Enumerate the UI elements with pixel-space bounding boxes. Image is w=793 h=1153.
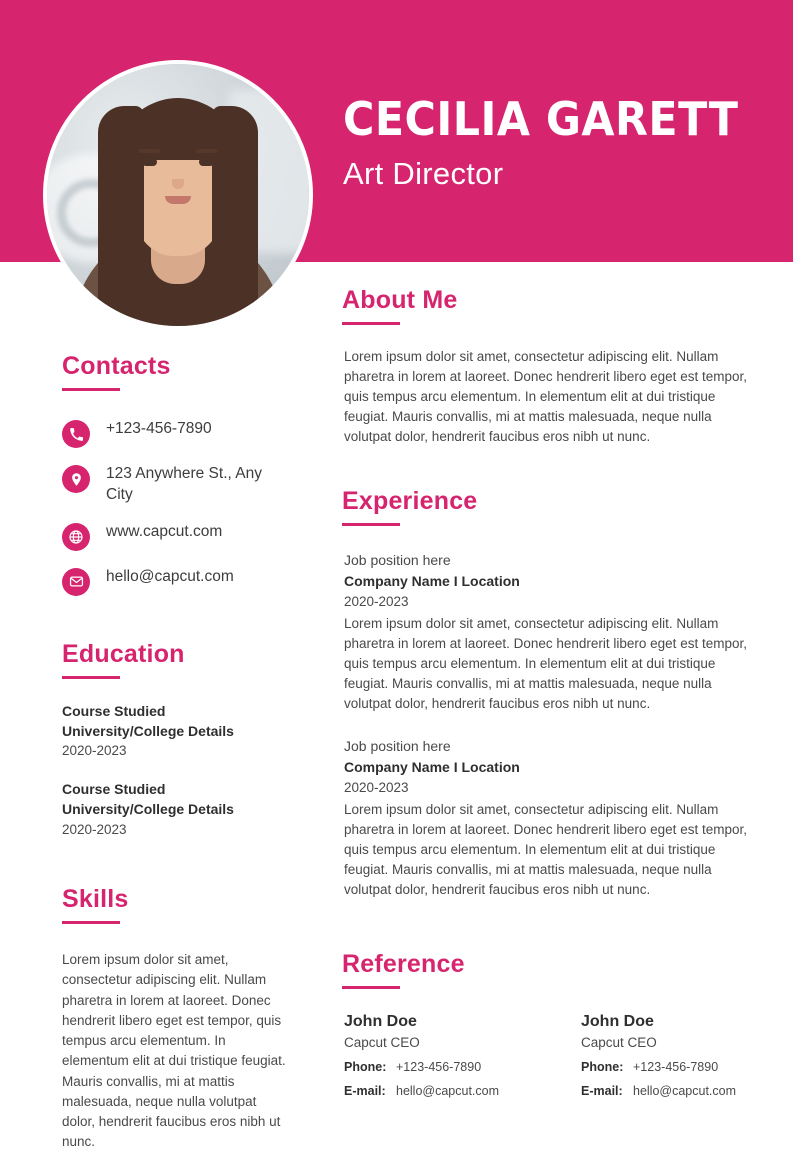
section-reference	[342, 950, 752, 1098]
contact-address-value: 123 Anywhere St., Any City	[106, 465, 262, 503]
globe-icon	[62, 523, 90, 551]
experience-years: 2020-2023	[344, 593, 409, 609]
reference-phone-label: Phone:	[344, 1060, 387, 1075]
skills-heading-rule	[62, 921, 120, 924]
contacts-heading-rule	[62, 388, 120, 391]
education-list	[62, 701, 292, 839]
reference-email-value: hello@capcut.com	[633, 1084, 737, 1099]
list-item[interactable]	[62, 522, 292, 551]
section-skills	[62, 885, 292, 1153]
education-school: University/College Details	[62, 801, 234, 818]
reference-role: Capcut CEO	[344, 1035, 420, 1051]
reference-phone-value: +123-456-7890	[396, 1060, 482, 1075]
list-item	[344, 736, 752, 900]
reference-email-label: E-mail:	[581, 1084, 623, 1099]
section-experience	[342, 487, 752, 900]
education-heading-rule	[62, 676, 120, 679]
section-contacts	[62, 352, 292, 596]
education-course: Course Studied	[62, 781, 166, 797]
spacer	[62, 857, 292, 885]
spacer	[342, 922, 752, 950]
reference-phone-label: Phone:	[581, 1060, 624, 1075]
spacer	[62, 612, 292, 640]
contacts-heading: Contacts	[62, 352, 171, 380]
phone-icon	[62, 420, 90, 448]
experience-position: Job position here	[344, 551, 451, 568]
left-column	[62, 352, 292, 1153]
reference-name: John Doe	[344, 1013, 417, 1031]
list-item[interactable]	[62, 464, 292, 506]
reference-email-row	[344, 1084, 515, 1098]
contacts-list	[62, 419, 292, 596]
spacer	[342, 447, 752, 487]
education-heading: Education	[62, 639, 185, 668]
header-text-block	[343, 92, 763, 192]
contact-website-value: www.capcut.com	[106, 522, 223, 540]
section-about-me	[342, 286, 752, 447]
experience-list	[344, 550, 752, 900]
reference-email-label: E-mail:	[344, 1084, 386, 1099]
list-item	[344, 550, 752, 714]
about-heading-rule	[342, 322, 400, 325]
location-pin-icon	[62, 465, 90, 493]
job-title: Art Director	[343, 156, 504, 191]
experience-description: Lorem ipsum dolor sit amet, consectetur adipiscing elit. Nullam pharetra in lorem at laoreet. Donec hendrerit libero eget est tempor, quis tempus arcu elementum. In elementum elit at dui tristique feugiat. Mauris convallis, mi at mattis malesuada, neque nulla volutpat dolor, hendrerit faucibus eros nibh ut nunc.	[344, 802, 747, 898]
education-years: 2020-2023	[62, 743, 127, 759]
list-item	[581, 1013, 752, 1098]
list-item	[344, 1013, 515, 1098]
about-heading: About Me	[342, 286, 458, 314]
list-item[interactable]	[62, 419, 292, 448]
avatar-hair-left	[98, 106, 144, 321]
avatar-eye-right	[199, 158, 214, 166]
experience-description: Lorem ipsum dolor sit amet, consectetur adipiscing elit. Nullam pharetra in lorem at laoreet. Donec hendrerit libero eget est tempor, quis tempus arcu elementum. In elementum elit at dui tristique feugiat. Mauris convallis, mi at mattis malesuada, neque nulla volutpat dolor, hendrerit faucibus eros nibh ut nunc.	[344, 616, 747, 711]
education-years: 2020-2023	[62, 821, 127, 837]
contact-phone-value: +123-456-7890	[106, 420, 212, 437]
reference-heading-rule	[342, 986, 400, 989]
skills-body-text: Lorem ipsum dolor sit amet, consectetur adipiscing elit. Nullam pharetra in lorem at laoreet. Donec hendrerit libero eget est tempor, quis tempus arcu elementum. In elementum elit at dui tristique feugiat. Mauris convallis, mi at mattis malesuada, neque nulla volutpat dolor, hendrerit faucibus eros nibh ut nunc.	[62, 952, 286, 1150]
experience-heading: Experience	[342, 486, 478, 515]
avatar-hair-right	[212, 106, 258, 321]
reference-list	[344, 1013, 752, 1098]
envelope-icon	[62, 568, 90, 596]
avatar	[43, 60, 313, 330]
list-item[interactable]	[62, 567, 292, 596]
experience-position: Job position here	[344, 737, 451, 754]
reference-name: John Doe	[581, 1013, 654, 1031]
about-body-text: Lorem ipsum dolor sit amet, consectetur adipiscing elit. Nullam pharetra in lorem at laoreet. Donec hendrerit libero eget est tempor, quis tempus arcu elementum. In elementum elit at dui tristique feugiat. Mauris convallis, mi at mattis malesuada, neque nulla volutpat dolor, hendrerit faucibus eros nibh ut nunc.	[344, 349, 747, 444]
avatar-eyebrow-left	[138, 149, 160, 153]
reference-phone-row	[581, 1060, 752, 1074]
contact-email-value: hello@capcut.com	[106, 567, 234, 585]
reference-heading: Reference	[342, 950, 465, 979]
experience-heading-rule	[342, 523, 400, 526]
education-school: University/College Details	[62, 723, 234, 740]
skills-heading: Skills	[62, 885, 129, 914]
list-item	[62, 779, 292, 839]
avatar-eyebrow-right	[196, 149, 218, 153]
right-column	[342, 286, 752, 1098]
education-course: Course Studied	[62, 702, 166, 719]
experience-company: Company Name I Location	[344, 572, 520, 589]
page-title: CECILIA GARETT	[343, 92, 739, 146]
reference-phone-value: +123-456-7890	[633, 1060, 719, 1075]
reference-phone-row	[344, 1060, 515, 1074]
list-item	[62, 701, 292, 761]
reference-email-row	[581, 1084, 752, 1098]
section-education	[62, 640, 292, 839]
experience-years: 2020-2023	[344, 779, 409, 795]
reference-role: Capcut CEO	[581, 1035, 657, 1051]
avatar-eye-left	[142, 158, 157, 166]
experience-company: Company Name I Location	[344, 758, 520, 775]
reference-email-value: hello@capcut.com	[396, 1084, 500, 1099]
